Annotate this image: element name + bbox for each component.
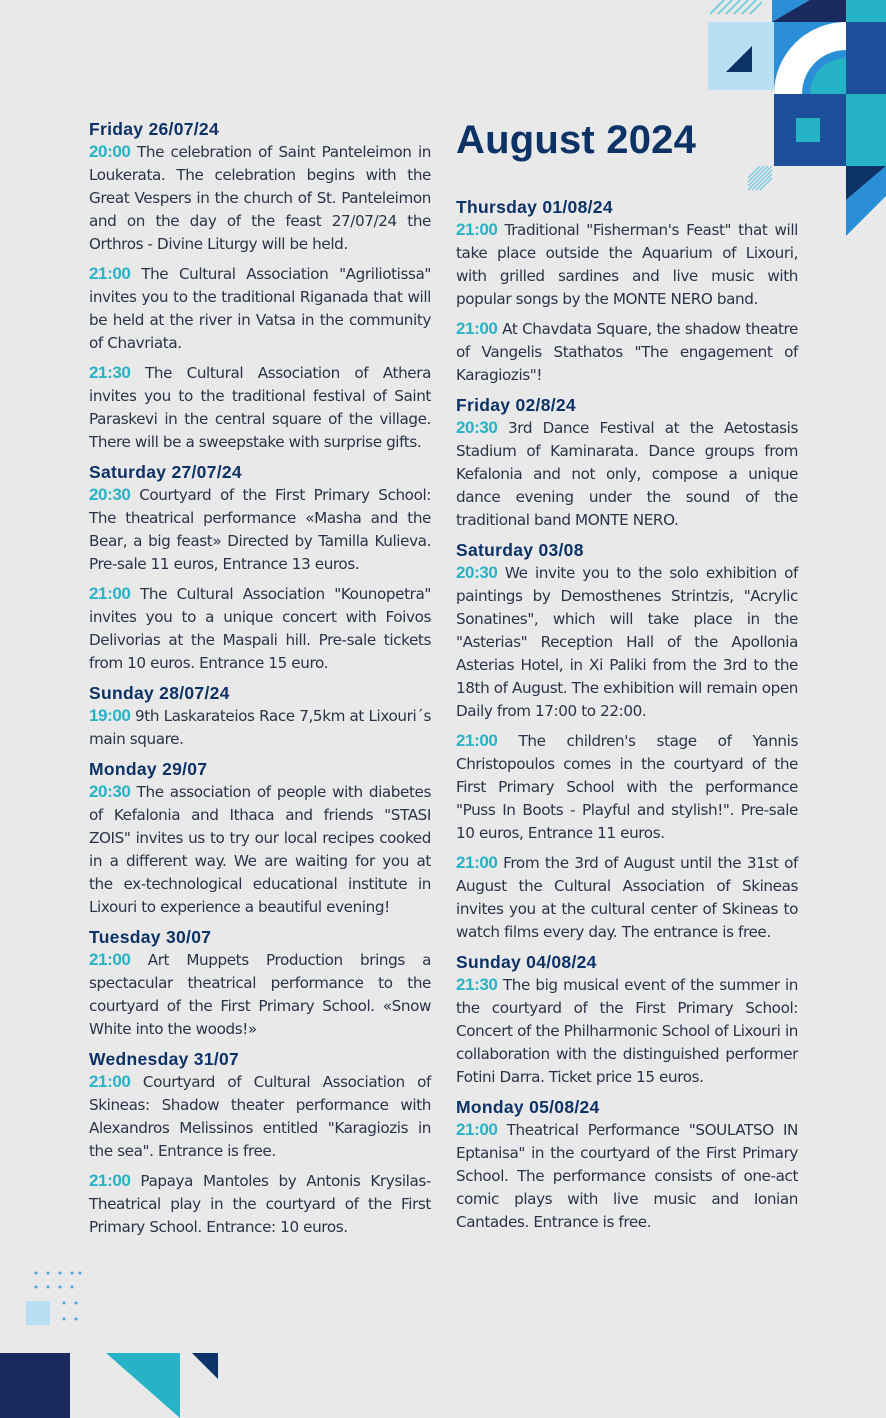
event-entry [456, 851, 798, 944]
event-entry [456, 1118, 798, 1234]
day-section [456, 539, 798, 944]
day-section [89, 461, 431, 675]
event-description: Theatrical Performance "SOULATSO IN Eptanisa" in the courtyard of the First Primary School. The performance consists of one-act comic plays with live music and Ionian Cantades. Entrance is free. [456, 1121, 798, 1231]
day-title: Saturday 27/07/24 [89, 462, 242, 482]
day-section [89, 682, 431, 751]
day-section [89, 758, 431, 919]
day-title: Saturday 03/08 [456, 540, 584, 560]
event-time: 21:00 [456, 731, 498, 750]
event-description: The association of people with diabetes of Kefalonia and Ithaca and friends "STASI ZOIS" invites us to try our local recipes cooked in a different way. We are waiting for you at the ex-technological educational institute in Lixouri to experience a beautiful evening! [89, 783, 431, 916]
event-entry [89, 262, 431, 355]
event-description: 9th Laskarateios Race 7,5km at Lixouri´s main square. [89, 707, 431, 748]
event-entry [89, 704, 431, 751]
event-description: Papaya Mantoles by Antonis Krysilas- Theatrical play in the courtyard of the First Primary School. Entrance: 10 euros. [89, 1172, 431, 1236]
event-description: Courtyard of Cultural Association of Skineas: Shadow theater performance with Alexandros Melissinos entitled "Karagiozis in the sea". Entrance is free. [89, 1073, 431, 1160]
event-description: The celebration of Saint Panteleimon in Loukerata. The celebration begins with the Great Vespers in the church of St. Panteleimon and on the day of the feast 27/07/24 the Orthros - Divine Liturgy will be held. [89, 143, 431, 253]
day-title: Friday 26/07/24 [89, 119, 219, 139]
event-description: Art Muppets Production brings a spectacular theatrical performance to the courtyard of the First Primary School. «Snow White into the woods!» [89, 951, 431, 1038]
small-stripe-icon [748, 166, 772, 190]
event-entry [89, 780, 431, 919]
day-section [456, 196, 798, 387]
event-time: 21:30 [89, 363, 131, 382]
event-description: 3rd Dance Festival at the Aetostasis Stadium of Kaminarata. Dance groups from Kefalonia and not only, compose a unique dance evening under the sound of the traditional band MONTE NERO. [456, 419, 798, 529]
event-time: 20:00 [89, 142, 131, 161]
event-description: Courtyard of the First Primary School: The theatrical performance «Masha and the Bear, a big feast» Directed by Tamilla Kulieva. Pre-sale 11 euros, Entrance 13 euros. [89, 486, 431, 573]
day-section [89, 1048, 431, 1239]
month-title: August 2024 [456, 118, 697, 162]
event-entry [456, 973, 798, 1089]
event-description: The Cultural Association of Athera invites you to the traditional festival of Saint Paraskevi in the central square of the village. There will be a sweepstake with surprise gifts. [89, 364, 431, 451]
event-time: 21:00 [456, 853, 498, 872]
event-time: 21:00 [456, 319, 498, 338]
event-time: 21:00 [89, 264, 131, 283]
day-section [456, 394, 798, 532]
event-entry [89, 361, 431, 454]
event-description: At Chavdata Square, the shadow theatre of Vangelis Stathatos "The engagement of Karagiozis"! [456, 320, 798, 384]
event-time: 21:30 [456, 975, 498, 994]
day-title: Wednesday 31/07 [89, 1049, 240, 1069]
event-entry [89, 582, 431, 675]
event-entry [89, 1070, 431, 1163]
day-section [89, 926, 431, 1041]
day-title: Sunday 28/07/24 [89, 683, 230, 703]
day-section [456, 951, 798, 1089]
day-title: Sunday 04/08/24 [456, 952, 597, 972]
stripe-pattern-icon [710, 0, 762, 14]
event-time: 20:30 [89, 485, 131, 504]
event-entry [89, 948, 431, 1041]
left-column [89, 118, 431, 1246]
event-time: 20:30 [89, 782, 131, 801]
event-time: 21:00 [89, 584, 131, 603]
event-entry [89, 1169, 431, 1239]
event-description: The Cultural Association "Agriliotissa" invites you to the traditional Riganada that will be held at the river in Vatsa in the community of Chavriata. [89, 265, 431, 352]
event-time: 19:00 [89, 706, 131, 725]
right-column [456, 196, 798, 1241]
day-title: Thursday 01/08/24 [456, 197, 613, 217]
event-time: 21:00 [89, 1072, 131, 1091]
event-entry [456, 218, 798, 311]
day-section [89, 118, 431, 454]
event-entry [456, 416, 798, 532]
bottom-left-geometric-decoration [0, 1265, 230, 1418]
event-time: 21:00 [456, 1120, 498, 1139]
day-section [456, 1096, 798, 1234]
event-entry [456, 561, 798, 723]
event-time: 20:30 [456, 563, 498, 582]
event-description: The big musical event of the summer in the courtyard of the First Primary School: Concert of the Philharmonic School of Lixouri in collaboration with the distinguished performer Fotini Darra. Ticket price 15 euros. [456, 976, 798, 1086]
day-title: Tuesday 30/07 [89, 927, 212, 947]
event-time: 21:00 [89, 1171, 131, 1190]
event-description: Traditional "Fisherman's Feast" that will take place outside the Aquarium of Lixouri, with grilled sardines and live music with popular songs by the MONTE NERO band. [456, 221, 798, 308]
event-description: From the 3rd of August until the 31st of August the Cultural Association of Skineas invites you at the cultural center of Skineas to watch films every day. The entrance is free. [456, 854, 798, 941]
day-title: Monday 29/07 [89, 759, 208, 779]
event-description: The Cultural Association "Kounopetra" invites you to a unique concert with Foivos Delivorias at the Maspali hill. Pre-sale tickets from 10 euros. Entrance 15 euro. [89, 585, 431, 672]
event-entry [456, 317, 798, 387]
event-entry [89, 140, 431, 256]
day-title: Friday 02/8/24 [456, 395, 576, 415]
event-entry [456, 729, 798, 845]
day-title: Monday 05/08/24 [456, 1097, 600, 1117]
event-description: We invite you to the solo exhibition of paintings by Demosthenes Strintzis, "Acrylic Sonatines", which will take place in the "Asterias" Reception Hall of the Apollonia Asterias Hotel, in Xi Paliki from the 3rd to the 18th of August. The exhibition will remain open Daily from 17:00 to 22:00. [456, 564, 798, 720]
event-time: 21:00 [89, 950, 131, 969]
event-entry [89, 483, 431, 576]
event-description: The children's stage of Yannis Christopoulos comes in the courtyard of the First Primary School with the performance "Puss In Boots - Playful and stylish!". Pre-sale 10 euros, Entrance 11 euros. [456, 732, 798, 842]
event-time: 21:00 [456, 220, 498, 239]
event-time: 20:30 [456, 418, 498, 437]
